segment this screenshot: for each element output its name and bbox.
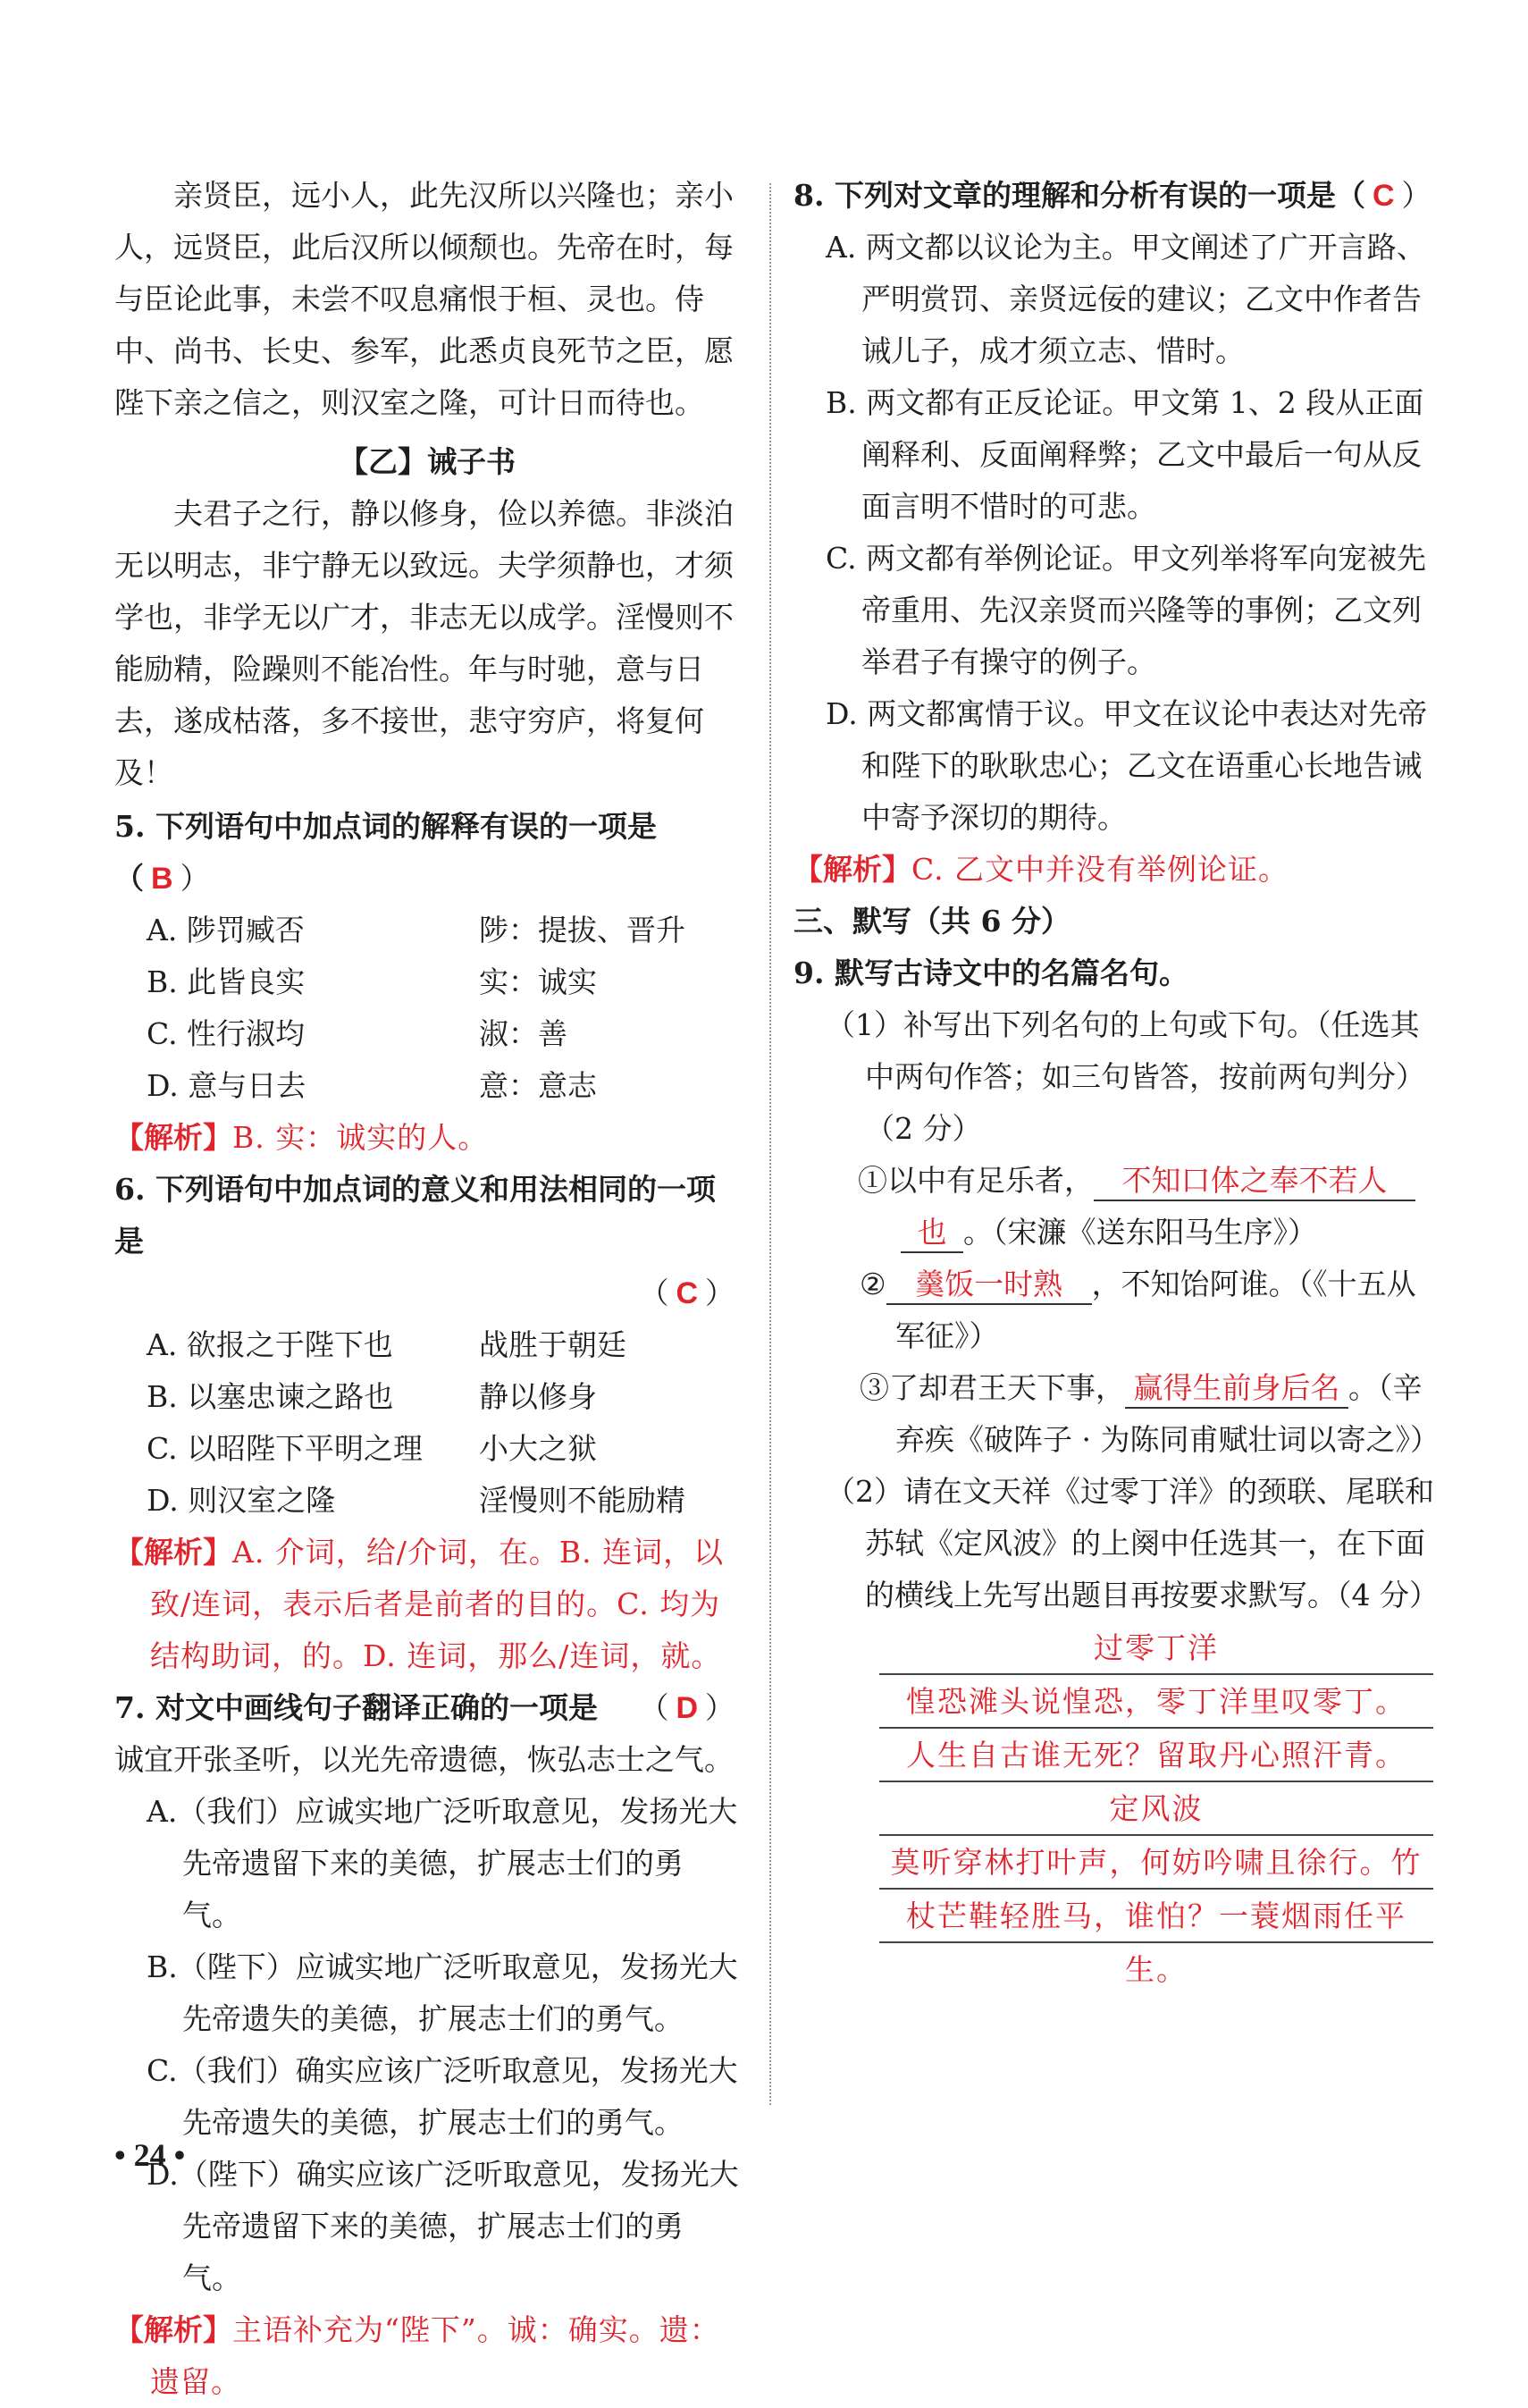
left-column <box>114 170 740 2408</box>
q9-item-1: ①以中有足乐者， 不知口体之奉不若人 <box>793 1155 1437 1207</box>
q6-option-b: B. 以塞忠谏之路也 静以修身 <box>147 1379 597 1414</box>
question-5 <box>114 801 740 905</box>
question-5-answer: B <box>151 862 173 896</box>
q8-option-c: C. 两文都有举例论证。甲文列举将军向宠被先帝重用、先汉亲贤而兴隆等的事例；乙文列举君子有操守的例子。 <box>826 541 1427 679</box>
q9-item-2-blank[interactable]: 羹饭一时熟 <box>886 1266 1092 1305</box>
page-number: • 24 • <box>114 2137 186 2173</box>
answer-line-2[interactable]: 人生自古谁无死？留取丹心照汗青。 <box>879 1729 1433 1782</box>
q8-option-d: D. 两文都寓情于议。甲文在议论中表达对先帝和陛下的耿耿忠心；乙文在语重心长地告诫中寄予深切的期待。 <box>826 696 1428 835</box>
q7-sentence: 诚宜开张圣听，以光先帝遗德，恢弘志士之气。 <box>114 1742 734 1777</box>
q6-option-c: C. 以昭陛下平明之理 小大之狱 <box>147 1431 597 1466</box>
question-8-answer: C <box>1372 179 1395 213</box>
q9-part-2: （2）请在文天祥《过零丁洋》的颈联、尾联和苏轼《定风波》的上阕中任选其一，在下面的横线上先写出题目再按要求默写。（4 分） <box>826 1474 1439 1612</box>
q9-item-3: ③了却君王天下事， 赢得生前身后名 。（辛弃疾《破阵子 · 为陈同甫赋壮词以寄之》） <box>860 1370 1440 1457</box>
q5-option-c: C. 性行淑均 淑：善 <box>147 1016 567 1051</box>
q5-option-d: D. 意与日去 意：意志 <box>147 1068 597 1103</box>
answer-line-title-2[interactable]: 定风波 <box>879 1782 1433 1836</box>
answer-line-3[interactable]: 莫听穿林打叶声，何妨吟啸且徐行。竹 <box>879 1836 1433 1890</box>
q8-option-a: A. 两文都以议论为主。甲文阐述了广开言路、严明赏罚、亲贤远佞的建议；乙文中作者告诫儿子，成才须立志、惜时。 <box>826 230 1426 368</box>
q7-option-c: C.（我们）确实应该广泛听取意见，发扬光大先帝遗失的美德，扩展志士们的勇气。 <box>147 2053 738 2140</box>
q9-part-1: （1）补写出下列名句的上句或下句。（任选其中两句作答；如三句皆答，按前两句判分）（2 分） <box>826 1007 1425 1146</box>
question-8: 8. 下列对文章的理解和分析有误的一项是（ C ） <box>793 178 1431 213</box>
q7-option-b: B.（陛下）应诚实地广泛听取意见，发扬光大先帝遗失的美德，扩展志士们的勇气。 <box>147 1949 738 2036</box>
question-5-close: ） <box>180 861 210 896</box>
question-6-stem: 6. 下列语句中加点词的意义和用法相同的一项是 <box>114 1172 716 1259</box>
answer-line-title-1[interactable]: 过零丁洋 <box>879 1621 1433 1675</box>
passage-a-excerpt: 亲贤臣，远小人，此先汉所以兴隆也；亲小人，远贤臣，此后汉所以倾颓也。先帝在时，每与臣论此事，未尝不叹息痛恨于桓、灵也。侍中、尚书、长史、参军，此悉贞良死节之臣，愿陛下亲之信之，则汉室之隆，可计日而待也。 <box>114 178 734 420</box>
question-5-stem: 5. 下列语句中加点词的解释有误的一项是（ <box>114 809 657 896</box>
passage-b-title: 【乙】诫子书 <box>339 444 516 479</box>
q6-option-a: A. 欲报之于陛下也 战胜于朝廷 <box>147 1327 626 1362</box>
q9-answer-lines <box>879 1621 1433 1987</box>
q9-item-3-blank[interactable]: 赢得生前身后名 <box>1125 1369 1348 1409</box>
question-7-answer: D <box>676 1691 698 1725</box>
q8-option-b: B. 两文都有正反论证。甲文第 1、2 段从正面阐释利、反面阐释弊；乙文中最后一句从反面言明不惜时的可悲。 <box>826 385 1424 524</box>
question-7: 7. 对文中画线句子翻译正确的一项是 （ D ） <box>114 1682 740 1734</box>
q8-analysis: 【解析】C. 乙文中并没有举例论证。 <box>793 852 1289 887</box>
q9-item-2: ② 羹饭一时熟 ，不知饴阿谁。（《十五从军征》） <box>860 1267 1416 1353</box>
q7-analysis: 【解析】主语补充为“陛下”。诚：确实。遗：遗留。 <box>114 2312 720 2399</box>
answer-line-4[interactable]: 杖芒鞋轻胜马，谁怕？一蓑烟雨任平生。 <box>879 1890 1433 1943</box>
q9-item-1-blank-b[interactable]: 也 <box>901 1214 963 1253</box>
q7-option-a: A.（我们）应诚实地广泛听取意见，发扬光大先帝遗留下来的美德，扩展志士们的勇气。 <box>147 1794 738 1932</box>
passage-b-text: 夫君子之行，静以修身，俭以养德。非淡泊无以明志，非宁静无以致远。夫学须静也，才须学也，非学无以广才，非志无以成学。淫慢则不能励精，险躁则不能冶性。年与时驰，意与日去，遂成枯落，多不接世，悲守穷庐，将复何及！ <box>114 496 734 790</box>
question-7-stem: 7. 对文中画线句子翻译正确的一项是 <box>114 1690 598 1725</box>
q5-option-a: A. 陟罚臧否 陟：提拔、晋升 <box>147 913 685 947</box>
q6-analysis: 【解析】A. 介词，给/介词，在。B. 连词，以致/连词，表示后者是前者的目的。C. 均为结构助词，的。D. 连词，那么/连词，就。 <box>114 1535 725 1673</box>
q7-option-d: D.（陛下）确实应该广泛听取意见，发扬光大先帝遗留下来的美德，扩展志士们的勇气。 <box>147 2157 739 2295</box>
right-column <box>793 170 1440 1987</box>
question-9-stem: 9. 默写古诗文中的名篇名句。 <box>793 956 1188 990</box>
q9-item-1-cont: 也 。（宋濂《送东阳马生序》） <box>793 1207 1437 1259</box>
answer-line-1[interactable]: 惶恐滩头说惶恐，零丁洋里叹零丁。 <box>879 1675 1433 1729</box>
column-divider <box>769 183 771 2105</box>
question-8-stem: 8. 下列对文章的理解和分析有误的一项是（ <box>793 178 1365 213</box>
section-3-heading: 三、默写（共 6 分） <box>793 904 1070 939</box>
q6-option-d: D. 则汉室之隆 淫慢则不能励精 <box>147 1483 685 1518</box>
q9-item-1-blank-a[interactable]: 不知口体之奉不若人 <box>1094 1162 1415 1201</box>
question-6-answer: C <box>676 1276 698 1310</box>
q5-analysis: 【解析】B. 实：诚实的人。 <box>114 1120 489 1155</box>
q5-option-b: B. 此皆良实 实：诚实 <box>147 964 597 999</box>
question-6-answer-line: （ C ） <box>639 1276 735 1310</box>
